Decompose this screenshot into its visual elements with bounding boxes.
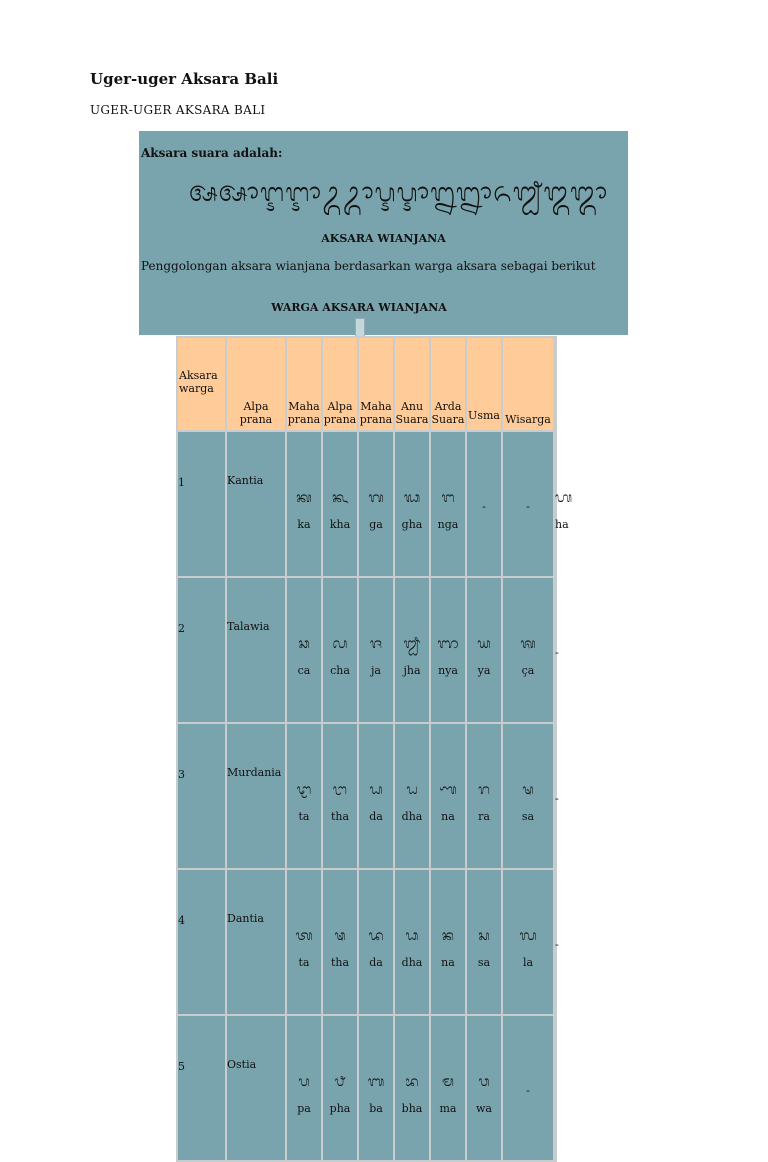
header-alpa-prana: Alpa prana <box>227 338 285 430</box>
row-group-name: Dantia <box>227 870 285 1014</box>
document-subtitle: UGER-UGER AKSARA BALI <box>90 103 266 117</box>
letter-cell <box>395 578 429 722</box>
empty-dash: - <box>526 500 530 513</box>
latin-transliteration: pha <box>329 1102 351 1115</box>
table-row: 1 Kantia ᬓ ka ᬔ kha ᬕ ga ᬖ gha ᬗ nga - - ᬳ ha <box>178 432 555 576</box>
letter-cell <box>431 578 465 722</box>
balinese-glyph: ᬫ <box>442 1074 454 1090</box>
latin-transliteration: dha <box>401 810 423 823</box>
letter-cell <box>395 870 429 1014</box>
latin-transliteration: na <box>441 810 455 823</box>
letter-cell <box>503 724 553 868</box>
letter-cell-content <box>431 432 465 532</box>
latin-transliteration: ça <box>521 664 535 677</box>
letter-cell-content <box>359 724 393 824</box>
balinese-glyph: ᬨ <box>334 1074 346 1090</box>
letter-cell <box>287 724 321 868</box>
warga-aksara-heading: WARGA AKSARA WIANJANA <box>271 301 447 314</box>
letter-cell-content <box>359 578 393 678</box>
letter-cell-content <box>395 432 429 532</box>
warga-aksara-table <box>176 336 573 1162</box>
balinese-glyph: ᬡ <box>439 782 457 798</box>
header-arda-suara: Arda Suara <box>431 338 465 430</box>
letter-cell <box>359 724 393 868</box>
latin-transliteration: ba <box>369 1102 383 1115</box>
empty-dash: - <box>482 500 486 513</box>
letter-cell-content <box>359 432 393 532</box>
latin-transliteration: sa <box>477 956 491 969</box>
latin-transliteration: ta <box>298 810 310 823</box>
letter-cell <box>323 578 357 722</box>
letter-cell <box>323 432 357 576</box>
letter-cell <box>467 432 501 576</box>
aksara-wianjana-heading: AKSARA WIANJANA <box>321 232 446 245</box>
letter-cell-content <box>323 870 357 970</box>
row-number: 3 <box>178 724 225 868</box>
classification-description: Penggolongan aksara wianjana berdasarkan warga aksara sebagai berikut <box>141 259 596 273</box>
letter-cell <box>467 578 501 722</box>
balinese-glyph: ᬮ <box>519 928 537 944</box>
latin-transliteration: ga <box>369 518 383 531</box>
letter-cell <box>359 1016 393 1160</box>
letter-cell <box>395 724 429 868</box>
balinese-glyph: ᬙ <box>332 636 348 652</box>
balinese-glyph: ᬤ <box>368 928 384 944</box>
header-wisarga: Wisarga <box>503 338 553 430</box>
latin-transliteration: nya <box>438 664 458 677</box>
row-number: 1 <box>178 432 225 576</box>
balinese-glyph: ᬭ <box>478 782 490 798</box>
balinese-glyph: ᬣ <box>334 928 346 944</box>
letter-cell <box>503 1016 553 1160</box>
latin-transliteration: sa <box>521 810 535 823</box>
letter-cell-content <box>431 578 465 678</box>
letter-cell-content <box>503 578 553 678</box>
letter-cell <box>467 870 501 1014</box>
latin-transliteration: wa <box>476 1102 492 1115</box>
letter-cell-content <box>323 432 357 532</box>
latin-transliteration: jha <box>403 664 421 677</box>
latin-transliteration: tha <box>330 956 350 969</box>
letter-cell <box>395 432 429 576</box>
letter-cell-content <box>287 724 321 824</box>
letter-cell <box>287 1016 321 1160</box>
latin-transliteration: da <box>369 956 383 969</box>
table-resize-handle <box>355 318 365 338</box>
latin-transliteration: da <box>369 810 383 823</box>
letter-cell <box>323 870 357 1014</box>
letter-cell <box>503 870 553 1014</box>
latin-transliteration: ma <box>439 1102 457 1115</box>
balinese-glyph: ᬛ <box>403 636 421 652</box>
letter-cell-content <box>503 432 553 532</box>
header-aksara-warga: Aksara warga <box>178 338 225 430</box>
latin-transliteration: kha <box>329 518 351 531</box>
letter-cell-content <box>323 578 357 678</box>
header-maha-prana-2: Maha prana <box>359 338 393 430</box>
header-usma: Usma <box>467 338 501 430</box>
balinese-glyph: ᬘ <box>298 636 310 652</box>
latin-transliteration: nga <box>437 518 459 531</box>
letter-cell <box>395 1016 429 1160</box>
table-row: 2 Talawia ᬘ ca ᬙ cha ᬚ ja ᬛ jha ᬜ nya ᬬ ya ᬰ ça - <box>178 578 555 722</box>
latin-transliteration: pa <box>297 1102 311 1115</box>
balinese-glyph: ᬦ <box>442 928 454 944</box>
letter-cell <box>503 578 553 722</box>
letter-cell-content <box>359 1016 393 1116</box>
balinese-glyph: ᬲ <box>478 928 490 944</box>
letter-cell-content <box>323 724 357 824</box>
letter-cell <box>287 578 321 722</box>
document-title: Uger-uger Aksara Bali <box>90 70 279 88</box>
aksara-suara-box <box>139 131 628 335</box>
latin-transliteration: gha <box>401 518 423 531</box>
letter-cell-content <box>503 1016 553 1116</box>
latin-transliteration: cha <box>330 664 350 677</box>
latin-transliteration: ya <box>477 664 491 677</box>
row-group-name: Ostia <box>227 1016 285 1160</box>
latin-transliteration: na <box>441 956 455 969</box>
latin-transliteration: bha <box>401 1102 423 1115</box>
letter-cell <box>431 724 465 868</box>
letter-cell <box>323 1016 357 1160</box>
latin-transliteration: ta <box>298 956 310 969</box>
letter-cell <box>431 432 465 576</box>
balinese-glyph: ᬧ <box>298 1074 310 1090</box>
letter-cell-content <box>431 1016 465 1116</box>
table-row <box>178 1016 555 1160</box>
row-number: 2 <box>178 578 225 722</box>
letter-cell <box>287 870 321 1014</box>
latin-transliteration: ra <box>478 810 490 823</box>
balinese-glyph: ᬔ <box>332 490 348 506</box>
letter-cell-content <box>359 870 393 970</box>
letter-cell-content <box>395 724 429 824</box>
letter-cell-content <box>287 1016 321 1116</box>
row-group-name: Talawia <box>227 578 285 722</box>
balinese-glyph: ᬚ <box>369 636 383 652</box>
balinese-glyph: ᬯ <box>478 1074 490 1090</box>
letter-cell-content <box>467 1016 501 1116</box>
latin-transliteration: la <box>522 956 534 969</box>
latin-transliteration: tha <box>330 810 350 823</box>
balinese-glyph: ᬝ <box>296 782 312 798</box>
header-alpa-prana-2: Alpa prana <box>323 338 357 430</box>
balinese-vowel-script: ᬅᬆᬇᬈᬉᬊᬋᬌᬍᬎᬏᬐᬑᬒ <box>189 178 609 208</box>
balinese-glyph: ᬢ <box>295 928 313 944</box>
balinese-glyph: ᬕ <box>368 490 384 506</box>
latin-transliteration: ka <box>297 518 311 531</box>
latin-transliteration: dha <box>401 956 423 969</box>
balinese-glyph: ᬠ <box>406 782 418 798</box>
balinese-glyph: ᬗ <box>441 490 455 506</box>
balinese-glyph: ᬱ <box>522 782 534 798</box>
letter-cell-content <box>287 870 321 970</box>
balinese-glyph: ᬜ <box>437 636 459 652</box>
balinese-glyph: ᬪ <box>405 1074 419 1090</box>
letter-cell-content <box>395 578 429 678</box>
letter-cell <box>503 432 553 576</box>
letter-cell <box>467 1016 501 1160</box>
header-maha-prana: Maha prana <box>287 338 321 430</box>
letter-cell-content <box>395 1016 429 1116</box>
balinese-glyph: ᬟ <box>369 782 383 798</box>
letter-cell-content <box>395 870 429 970</box>
latin-transliteration: ja <box>371 664 381 677</box>
letter-cell-content <box>467 432 501 532</box>
row-number: 4 <box>178 870 225 1014</box>
aksara-suara-label: Aksara suara adalah: <box>141 146 283 160</box>
table-row: 3 Murdania ᬝ ta ᬞ tha ᬟ da ᬠ dha ᬡ na ᬭ ra ᬱ sa - <box>178 724 555 868</box>
letter-cell-content <box>467 870 501 970</box>
table-header-row <box>178 338 555 430</box>
letter-cell-content <box>323 1016 357 1116</box>
latin-transliteration: ca <box>297 664 311 677</box>
letter-cell-content <box>467 578 501 678</box>
letter-cell <box>431 1016 465 1160</box>
letter-cell <box>323 724 357 868</box>
balinese-glyph: ᬬ <box>477 636 491 652</box>
letter-cell-content <box>503 724 553 824</box>
letter-cell-content <box>431 870 465 970</box>
letter-cell-content <box>287 578 321 678</box>
letter-cell <box>287 432 321 576</box>
row-number: 5 <box>178 1016 225 1160</box>
balinese-glyph: ᬖ <box>403 490 421 506</box>
balinese-glyph: ᬰ <box>520 636 536 652</box>
header-anu-suara: Anu Suara <box>395 338 429 430</box>
balinese-glyph: ᬓ <box>296 490 312 506</box>
letter-cell <box>359 432 393 576</box>
letter-cell <box>467 724 501 868</box>
letter-cell <box>359 578 393 722</box>
letter-cell-content <box>503 870 553 970</box>
letter-cell-content <box>467 724 501 824</box>
balinese-glyph: ᬥ <box>405 928 419 944</box>
row-group-name: Kantia <box>227 432 285 576</box>
table-row: 4 Dantia ᬢ ta ᬣ tha ᬤ da ᬥ dha ᬦ na ᬲ sa ᬮ la - <box>178 870 555 1014</box>
letter-cell <box>359 870 393 1014</box>
letter-cell-content <box>287 432 321 532</box>
row-group-name: Murdania <box>227 724 285 868</box>
letter-cell-content <box>431 724 465 824</box>
letter-cell <box>431 870 465 1014</box>
balinese-glyph: ᬞ <box>332 782 348 798</box>
empty-dash: - <box>526 1084 530 1097</box>
balinese-glyph: ᬩ <box>367 1074 385 1090</box>
